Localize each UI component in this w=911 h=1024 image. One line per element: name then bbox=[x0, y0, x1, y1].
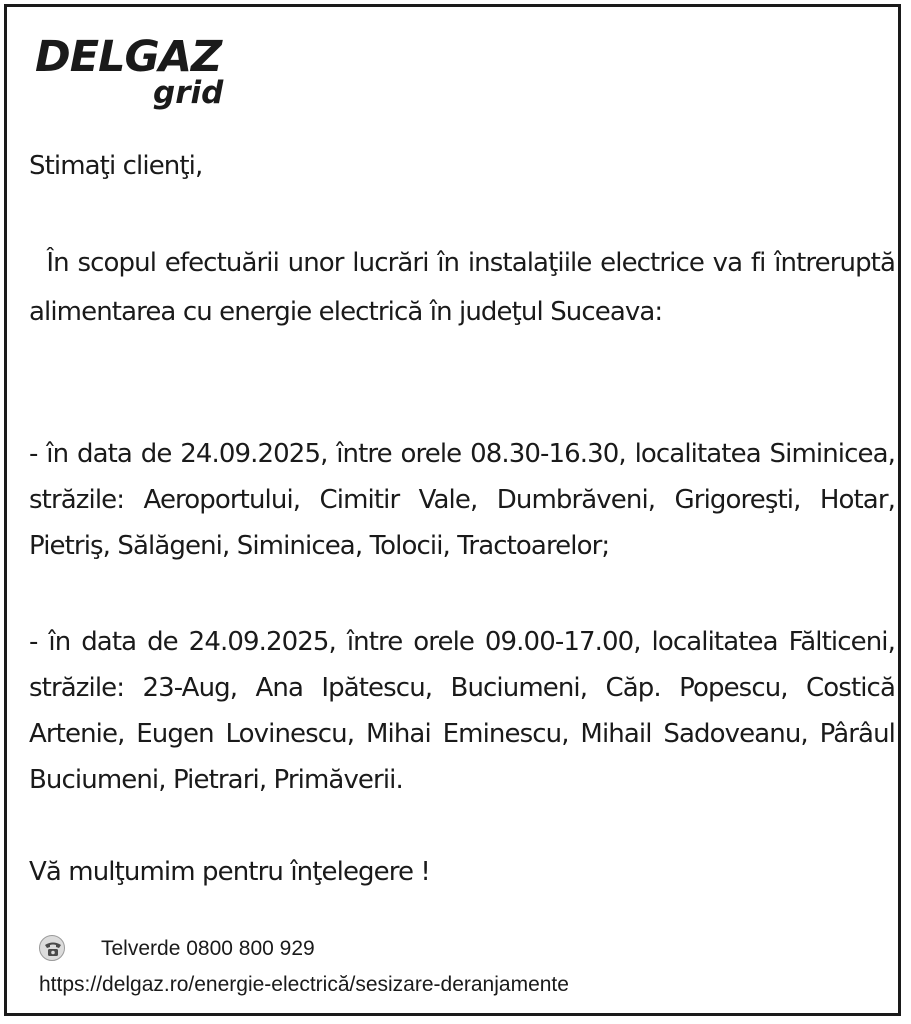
phone-row bbox=[39, 933, 539, 965]
delgaz-grid-logo bbox=[35, 33, 245, 119]
outage-item-1: - în data de 24.09.2025, între orele 08.30-16.30, localitatea Siminicea, străzile: Aeroportului, Cimitir Vale, Dumbrăveni, Grigoreşti, Hotar, Pietriş, Sălăgeni, Siminicea, Tolocii, Tractoarelor; bbox=[29, 439, 895, 561]
phone-number: Telverde 0800 800 929 bbox=[101, 937, 315, 960]
notice-frame bbox=[4, 4, 901, 1016]
outage-item-2: - în data de 24.09.2025, între orele 09.00-17.00, localitatea Fălticeni, străzile: 23-Aug, Ana Ipătescu, Buciumeni, Căp. Popescu, Costică Artenie, Eugen Lovinescu, Mihai Eminescu, Mihail Sadoveanu, Pârâul Buciumeni, Pietrari, Primăverii. bbox=[29, 627, 895, 795]
intro-paragraph: În scopul efectuării unor lucrări în instalaţiile electrice va fi întreruptă alimentarea cu energie electrică în judeţul Suceava: bbox=[29, 248, 895, 327]
logo-sub: grid bbox=[153, 75, 224, 111]
logo-brand: DELGAZ bbox=[35, 32, 222, 82]
greeting: Stimaţi clienţi, bbox=[29, 151, 203, 181]
telephone-icon bbox=[39, 935, 65, 961]
support-url[interactable]: https://delgaz.ro/energie-electrică/sesizare-deranjamente bbox=[39, 973, 569, 996]
closing-line: Vă mulţumim pentru înţelegere ! bbox=[29, 857, 430, 887]
